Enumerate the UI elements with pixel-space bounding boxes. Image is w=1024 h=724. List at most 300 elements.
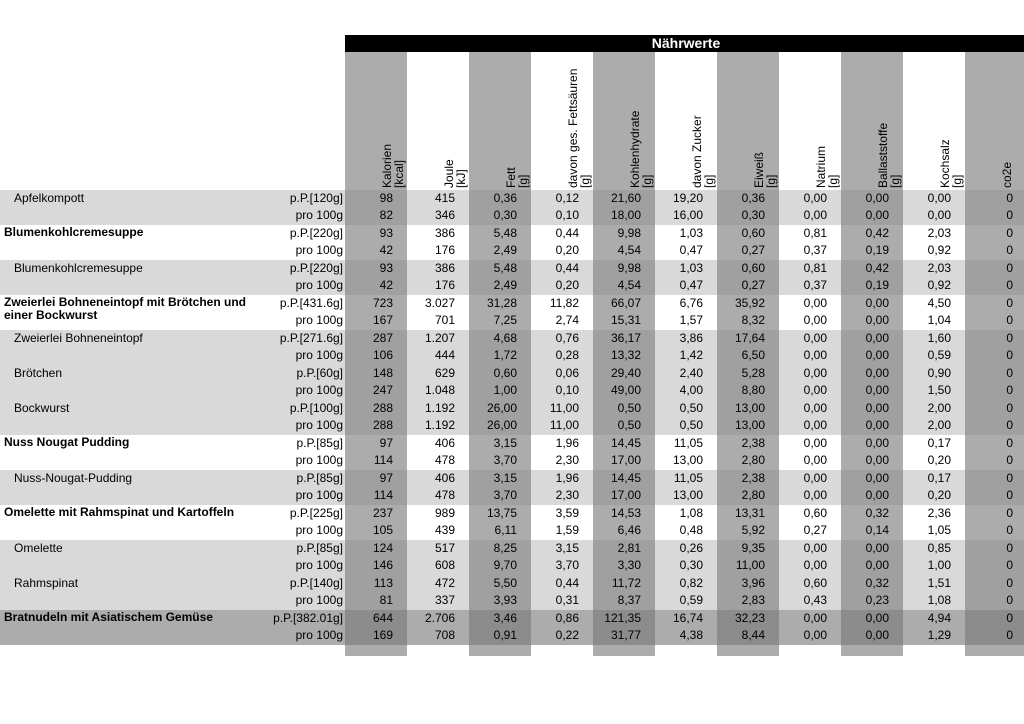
value-cell: 0,22 (555, 628, 579, 642)
value-cell: 3,96 (741, 576, 765, 590)
value-cell: 0,00 (803, 436, 827, 450)
value-cell: 13,00 (734, 418, 765, 432)
value-cell: 2,40 (679, 366, 703, 380)
value-cell: 0,23 (865, 593, 889, 607)
value-cell: 2,80 (741, 488, 765, 502)
portion-label: p.P.[85g] (296, 471, 343, 485)
value-cell: 93 (379, 261, 393, 275)
column-header (443, 159, 467, 188)
value-cell: 8,44 (741, 628, 765, 642)
column-header (753, 152, 777, 188)
column-header-label: Fett (504, 167, 518, 188)
component-name: Bockwurst (14, 401, 70, 415)
value-cell: 97 (379, 436, 393, 450)
cell-background (965, 575, 1024, 610)
component-name: Nuss-Nougat-Pudding (14, 471, 133, 485)
value-cell: 13,32 (610, 348, 641, 362)
table-row (0, 575, 1024, 610)
column-header-unit: [g] (950, 174, 964, 188)
value-cell: 16,74 (672, 611, 703, 625)
value-cell: 0,00 (803, 471, 827, 485)
value-cell: 0,42 (865, 261, 889, 275)
value-cell: 5,50 (493, 576, 517, 590)
value-cell: 0,82 (679, 576, 703, 590)
value-cell: 5,48 (493, 226, 517, 240)
value-cell: 0,50 (617, 401, 641, 415)
value-cell: 2,03 (927, 226, 951, 240)
value-cell: 0,12 (555, 191, 579, 205)
dish-name: Blumenkohlcremesuppe (4, 225, 144, 239)
value-cell: 287 (372, 331, 393, 345)
value-cell: 0,00 (865, 488, 889, 502)
value-cell: 3,70 (493, 488, 517, 502)
value-cell: 114 (373, 488, 393, 502)
value-cell: 0 (1006, 261, 1013, 275)
value-cell: 4,00 (679, 383, 703, 397)
per-100g-label: pro 100g (295, 488, 343, 502)
value-cell: 0,00 (803, 331, 827, 345)
value-cell: 0,20 (555, 243, 579, 257)
component-name: Rahmspinat (14, 576, 79, 590)
value-cell: 989 (434, 506, 455, 520)
value-cell: 644 (372, 611, 393, 625)
value-cell: 176 (434, 243, 455, 257)
column-header-label: Natrium (814, 145, 828, 188)
value-cell: 237 (372, 506, 393, 520)
value-cell: 247 (372, 383, 393, 397)
cell-background (345, 190, 407, 225)
value-cell: 0,27 (741, 243, 765, 257)
portion-label: p.P.[225g] (289, 506, 343, 520)
column-header-unit: [kcal] (392, 159, 406, 188)
value-cell: 0,20 (927, 453, 951, 467)
value-cell: 0,00 (865, 383, 889, 397)
value-cell: 2,00 (927, 401, 951, 415)
value-cell: 0,14 (865, 523, 889, 537)
value-cell: 0,44 (555, 576, 579, 590)
value-cell: 4,54 (617, 243, 641, 257)
value-cell: 0,27 (803, 523, 827, 537)
value-cell: 0 (1006, 331, 1013, 345)
value-cell: 29,40 (610, 366, 641, 380)
component-name: Blumenkohlcremesuppe (14, 261, 143, 275)
value-cell: 17,64 (734, 331, 765, 345)
value-cell: 0,50 (617, 418, 641, 432)
value-cell: 1,59 (555, 523, 579, 537)
value-cell: 11,72 (611, 576, 641, 590)
value-cell: 11,05 (673, 436, 703, 450)
column-header (567, 69, 591, 188)
value-cell: 0,32 (865, 576, 889, 590)
value-cell: 0,00 (803, 313, 827, 327)
value-cell: 11,00 (735, 558, 765, 572)
table-row (0, 610, 1024, 645)
value-cell: 5,48 (493, 261, 517, 275)
value-cell: 0,59 (679, 593, 703, 607)
column-header (505, 167, 529, 188)
value-cell: 1.048 (424, 383, 455, 397)
value-cell: 4,94 (927, 611, 951, 625)
value-cell: 0,92 (927, 278, 951, 292)
cell-background (965, 330, 1024, 365)
table-row (0, 435, 1024, 470)
value-cell: 0 (1006, 628, 1013, 642)
value-cell: 0,60 (493, 366, 517, 380)
value-cell: 415 (434, 191, 455, 205)
value-cell: 6,50 (741, 348, 765, 362)
column-header-label: Ballaststoffe (876, 122, 890, 188)
value-cell: 0,00 (865, 401, 889, 415)
value-cell: 1,72 (493, 348, 517, 362)
per-100g-label: pro 100g (295, 348, 343, 362)
value-cell: 0,31 (555, 593, 579, 607)
value-cell: 42 (379, 278, 393, 292)
value-cell: 2,49 (493, 278, 517, 292)
value-cell: 31,28 (486, 296, 517, 310)
value-cell: 0 (1006, 366, 1013, 380)
value-cell: 0,00 (927, 208, 951, 222)
table-row (0, 190, 1024, 225)
value-cell: 36,17 (610, 331, 641, 345)
value-cell: 167 (372, 313, 393, 327)
value-cell: 0,60 (803, 576, 827, 590)
value-cell: 19,20 (672, 191, 703, 205)
value-cell: 2,38 (741, 471, 765, 485)
portion-label: p.P.[382.01g] (273, 611, 343, 625)
cell-background (965, 540, 1024, 575)
value-cell: 1,29 (927, 628, 951, 642)
value-cell: 0,00 (865, 208, 889, 222)
value-cell: 1,03 (679, 226, 703, 240)
value-cell: 11,00 (549, 401, 579, 415)
value-cell: 0,00 (927, 191, 951, 205)
column-header (381, 144, 405, 188)
value-cell: 708 (434, 628, 455, 642)
value-cell: 8,32 (741, 313, 765, 327)
component-name: Zweierlei Bohneneintopf (14, 331, 143, 345)
per-100g-label: pro 100g (295, 208, 343, 222)
dish-name: Nuss Nougat Pudding (4, 435, 130, 449)
value-cell: 3,15 (493, 471, 517, 485)
cell-background (965, 365, 1024, 400)
value-cell: 176 (434, 278, 455, 292)
value-cell: 16,00 (672, 208, 703, 222)
value-cell: 0 (1006, 191, 1013, 205)
table-row (0, 365, 1024, 400)
value-cell: 0,91 (493, 628, 517, 642)
value-cell: 0 (1006, 523, 1013, 537)
value-cell: 3,30 (617, 558, 641, 572)
value-cell: 0,44 (555, 261, 579, 275)
value-cell: 406 (434, 436, 455, 450)
value-cell: 0 (1006, 226, 1013, 240)
value-cell: 0,00 (865, 558, 889, 572)
value-cell: 0,28 (555, 348, 579, 362)
value-cell: 4,50 (927, 296, 951, 310)
value-cell: 0,90 (927, 366, 951, 380)
value-cell: 0,00 (803, 366, 827, 380)
column-header-label: davon Zucker (690, 115, 704, 188)
value-cell: 0,00 (865, 418, 889, 432)
value-cell: 0,17 (927, 471, 951, 485)
value-cell: 146 (372, 558, 393, 572)
value-cell: 17,00 (610, 488, 641, 502)
value-cell: 18,00 (610, 208, 641, 222)
value-cell: 0,00 (803, 541, 827, 555)
value-cell: 0,00 (803, 191, 827, 205)
component-name: Brötchen (14, 366, 63, 380)
value-cell: 9,98 (617, 261, 641, 275)
value-cell: 0,85 (927, 541, 951, 555)
column-header-label: co2e (1000, 161, 1014, 188)
value-cell: 2,03 (927, 261, 951, 275)
value-cell: 113 (373, 576, 393, 590)
value-cell: 1,03 (679, 261, 703, 275)
value-cell: 97 (379, 471, 393, 485)
value-cell: 6,76 (679, 296, 703, 310)
dish-name: Omelette mit Rahmspinat und Kartoffeln (4, 505, 235, 519)
value-cell: 0,00 (803, 418, 827, 432)
value-cell: 0,00 (865, 296, 889, 310)
value-cell: 35,92 (734, 296, 765, 310)
column-header-unit: [kJ] (454, 169, 468, 188)
value-cell: 0,44 (555, 226, 579, 240)
column-header-unit: [g] (578, 174, 592, 188)
value-cell: 386 (434, 226, 455, 240)
value-cell: 0,00 (865, 453, 889, 467)
value-cell: 0 (1006, 296, 1013, 310)
value-cell: 0,17 (927, 436, 951, 450)
value-cell: 0 (1006, 471, 1013, 485)
portion-label: p.P.[120g] (289, 191, 343, 205)
value-cell: 0,36 (741, 191, 765, 205)
value-cell: 82 (379, 208, 393, 222)
value-cell: 0 (1006, 418, 1013, 432)
column-header-unit: [g] (640, 174, 654, 188)
value-cell: 0,81 (803, 261, 827, 275)
value-cell: 14,53 (610, 506, 641, 520)
value-cell: 386 (434, 261, 455, 275)
value-cell: 3,86 (679, 331, 703, 345)
value-cell: 0 (1006, 488, 1013, 502)
value-cell: 1,00 (927, 558, 951, 572)
value-cell: 17,00 (610, 453, 641, 467)
portion-label: p.P.[431.6g] (279, 296, 343, 310)
value-cell: 8,80 (741, 383, 765, 397)
value-cell: 0,30 (741, 208, 765, 222)
value-cell: 6,11 (494, 523, 517, 537)
value-cell: 0,30 (679, 558, 703, 572)
value-cell: 0,00 (803, 401, 827, 415)
table-row (0, 505, 1024, 540)
value-cell: 0,60 (803, 506, 827, 520)
value-cell: 3,15 (555, 541, 579, 555)
value-cell: 81 (379, 593, 393, 607)
value-cell: 0,30 (493, 208, 517, 222)
value-cell: 0 (1006, 401, 1013, 415)
portion-label: p.P.[220g] (289, 226, 343, 240)
cell-background (965, 400, 1024, 435)
per-100g-label: pro 100g (295, 418, 343, 432)
value-cell: 9,98 (617, 226, 641, 240)
table-row (0, 260, 1024, 295)
column-header (877, 123, 901, 188)
value-cell: 0,00 (865, 541, 889, 555)
value-cell: 608 (434, 558, 455, 572)
per-100g-label: pro 100g (295, 313, 343, 327)
column-header-label: Kohlenhydrate (628, 110, 642, 188)
column-header-label: davon ges. Fettsäuren (566, 68, 580, 188)
value-cell: 1.192 (424, 418, 455, 432)
column-header-unit: [g] (764, 174, 778, 188)
value-cell: 26,00 (486, 418, 517, 432)
value-cell: 11,00 (549, 418, 579, 432)
value-cell: 1,08 (679, 506, 703, 520)
component-name: Apfelkompott (14, 191, 85, 205)
value-cell: 0,19 (865, 278, 889, 292)
value-cell: 288 (372, 418, 393, 432)
value-cell: 11,05 (673, 471, 703, 485)
per-100g-label: pro 100g (295, 243, 343, 257)
value-cell: 114 (373, 453, 393, 467)
value-cell: 517 (434, 541, 455, 555)
value-cell: 0,50 (679, 401, 703, 415)
value-cell: 1,05 (927, 523, 951, 537)
value-cell: 1,96 (555, 436, 579, 450)
value-cell: 93 (379, 226, 393, 240)
cell-background (345, 260, 407, 295)
portion-label: p.P.[85g] (296, 436, 343, 450)
value-cell: 0,59 (927, 348, 951, 362)
value-cell: 2,38 (741, 436, 765, 450)
column-header (939, 139, 963, 188)
value-cell: 0 (1006, 348, 1013, 362)
value-cell: 0,76 (555, 331, 579, 345)
value-cell: 121,35 (604, 611, 641, 625)
value-cell: 478 (434, 488, 455, 502)
value-cell: 3,70 (493, 453, 517, 467)
value-cell: 15,31 (610, 313, 641, 327)
value-cell: 3,93 (493, 593, 517, 607)
value-cell: 0,50 (679, 418, 703, 432)
value-cell: 2,36 (927, 506, 951, 520)
value-cell: 8,37 (617, 593, 641, 607)
value-cell: 1,00 (493, 383, 517, 397)
value-cell: 0,32 (865, 506, 889, 520)
value-cell: 1,42 (679, 348, 703, 362)
per-100g-label: pro 100g (295, 383, 343, 397)
per-100g-label: pro 100g (295, 278, 343, 292)
value-cell: 0,10 (555, 208, 579, 222)
value-cell: 0 (1006, 436, 1013, 450)
value-cell: 5,28 (741, 366, 765, 380)
value-cell: 66,07 (610, 296, 641, 310)
value-cell: 148 (372, 366, 393, 380)
value-cell: 7,25 (493, 313, 517, 327)
value-cell: 0,19 (865, 243, 889, 257)
cell-background (965, 470, 1024, 505)
value-cell: 3,15 (493, 436, 517, 450)
portion-label: p.P.[271.6g] (279, 331, 343, 345)
portion-label: p.P.[60g] (296, 366, 343, 380)
value-cell: 2.706 (424, 611, 455, 625)
value-cell: 21,60 (610, 191, 641, 205)
value-cell: 439 (434, 523, 455, 537)
value-cell: 3,46 (493, 611, 517, 625)
value-cell: 288 (372, 401, 393, 415)
value-cell: 105 (372, 523, 393, 537)
value-cell: 2,81 (617, 541, 641, 555)
value-cell: 478 (434, 453, 455, 467)
table-row (0, 470, 1024, 505)
value-cell: 337 (434, 593, 455, 607)
value-cell: 0,27 (741, 278, 765, 292)
value-cell: 32,23 (734, 611, 765, 625)
value-cell: 9,35 (741, 541, 765, 555)
component-name: Omelette (14, 541, 63, 555)
value-cell: 0,36 (493, 191, 517, 205)
value-cell: 1,08 (927, 593, 951, 607)
column-header (815, 146, 839, 188)
value-cell: 2,83 (741, 593, 765, 607)
value-cell: 11,82 (549, 296, 579, 310)
value-cell: 0 (1006, 453, 1013, 467)
value-cell: 4,54 (617, 278, 641, 292)
value-cell: 444 (434, 348, 455, 362)
table-title: Nährwerte (651, 35, 721, 51)
value-cell: 1,50 (927, 383, 951, 397)
value-cell: 0,43 (803, 593, 827, 607)
value-cell: 0,00 (865, 313, 889, 327)
value-cell: 346 (434, 208, 455, 222)
per-100g-label: pro 100g (295, 558, 343, 572)
table-row (0, 295, 1024, 330)
value-cell: 629 (434, 366, 455, 380)
value-cell: 1.192 (424, 401, 455, 415)
table-title-bar (345, 35, 1024, 52)
value-cell: 2,00 (927, 418, 951, 432)
value-cell: 0 (1006, 208, 1013, 222)
value-cell: 0,42 (865, 226, 889, 240)
value-cell: 6,46 (617, 523, 641, 537)
value-cell: 0,20 (927, 488, 951, 502)
value-cell: 0,48 (679, 523, 703, 537)
value-cell: 0 (1006, 558, 1013, 572)
value-cell: 13,31 (734, 506, 765, 520)
value-cell: 0 (1006, 278, 1013, 292)
value-cell: 1.207 (424, 331, 455, 345)
value-cell: 124 (372, 541, 393, 555)
value-cell: 0,00 (803, 296, 827, 310)
table-row (0, 225, 1024, 260)
value-cell: 169 (372, 628, 393, 642)
value-cell: 0,00 (803, 348, 827, 362)
value-cell: 1,60 (927, 331, 951, 345)
value-cell: 13,00 (734, 401, 765, 415)
value-cell: 0,06 (555, 366, 579, 380)
column-header-label: Joule (442, 159, 456, 188)
value-cell: 0 (1006, 313, 1013, 327)
value-cell: 2,30 (555, 453, 579, 467)
column-header-unit: [g] (888, 174, 902, 188)
value-cell: 106 (372, 348, 393, 362)
column-header (691, 115, 715, 188)
value-cell: 26,00 (486, 401, 517, 415)
value-cell: 1,96 (555, 471, 579, 485)
value-cell: 14,45 (610, 436, 641, 450)
dish-name: Bratnudeln mit Asiatischem Gemüse (4, 610, 213, 624)
per-100g-label: pro 100g (295, 453, 343, 467)
